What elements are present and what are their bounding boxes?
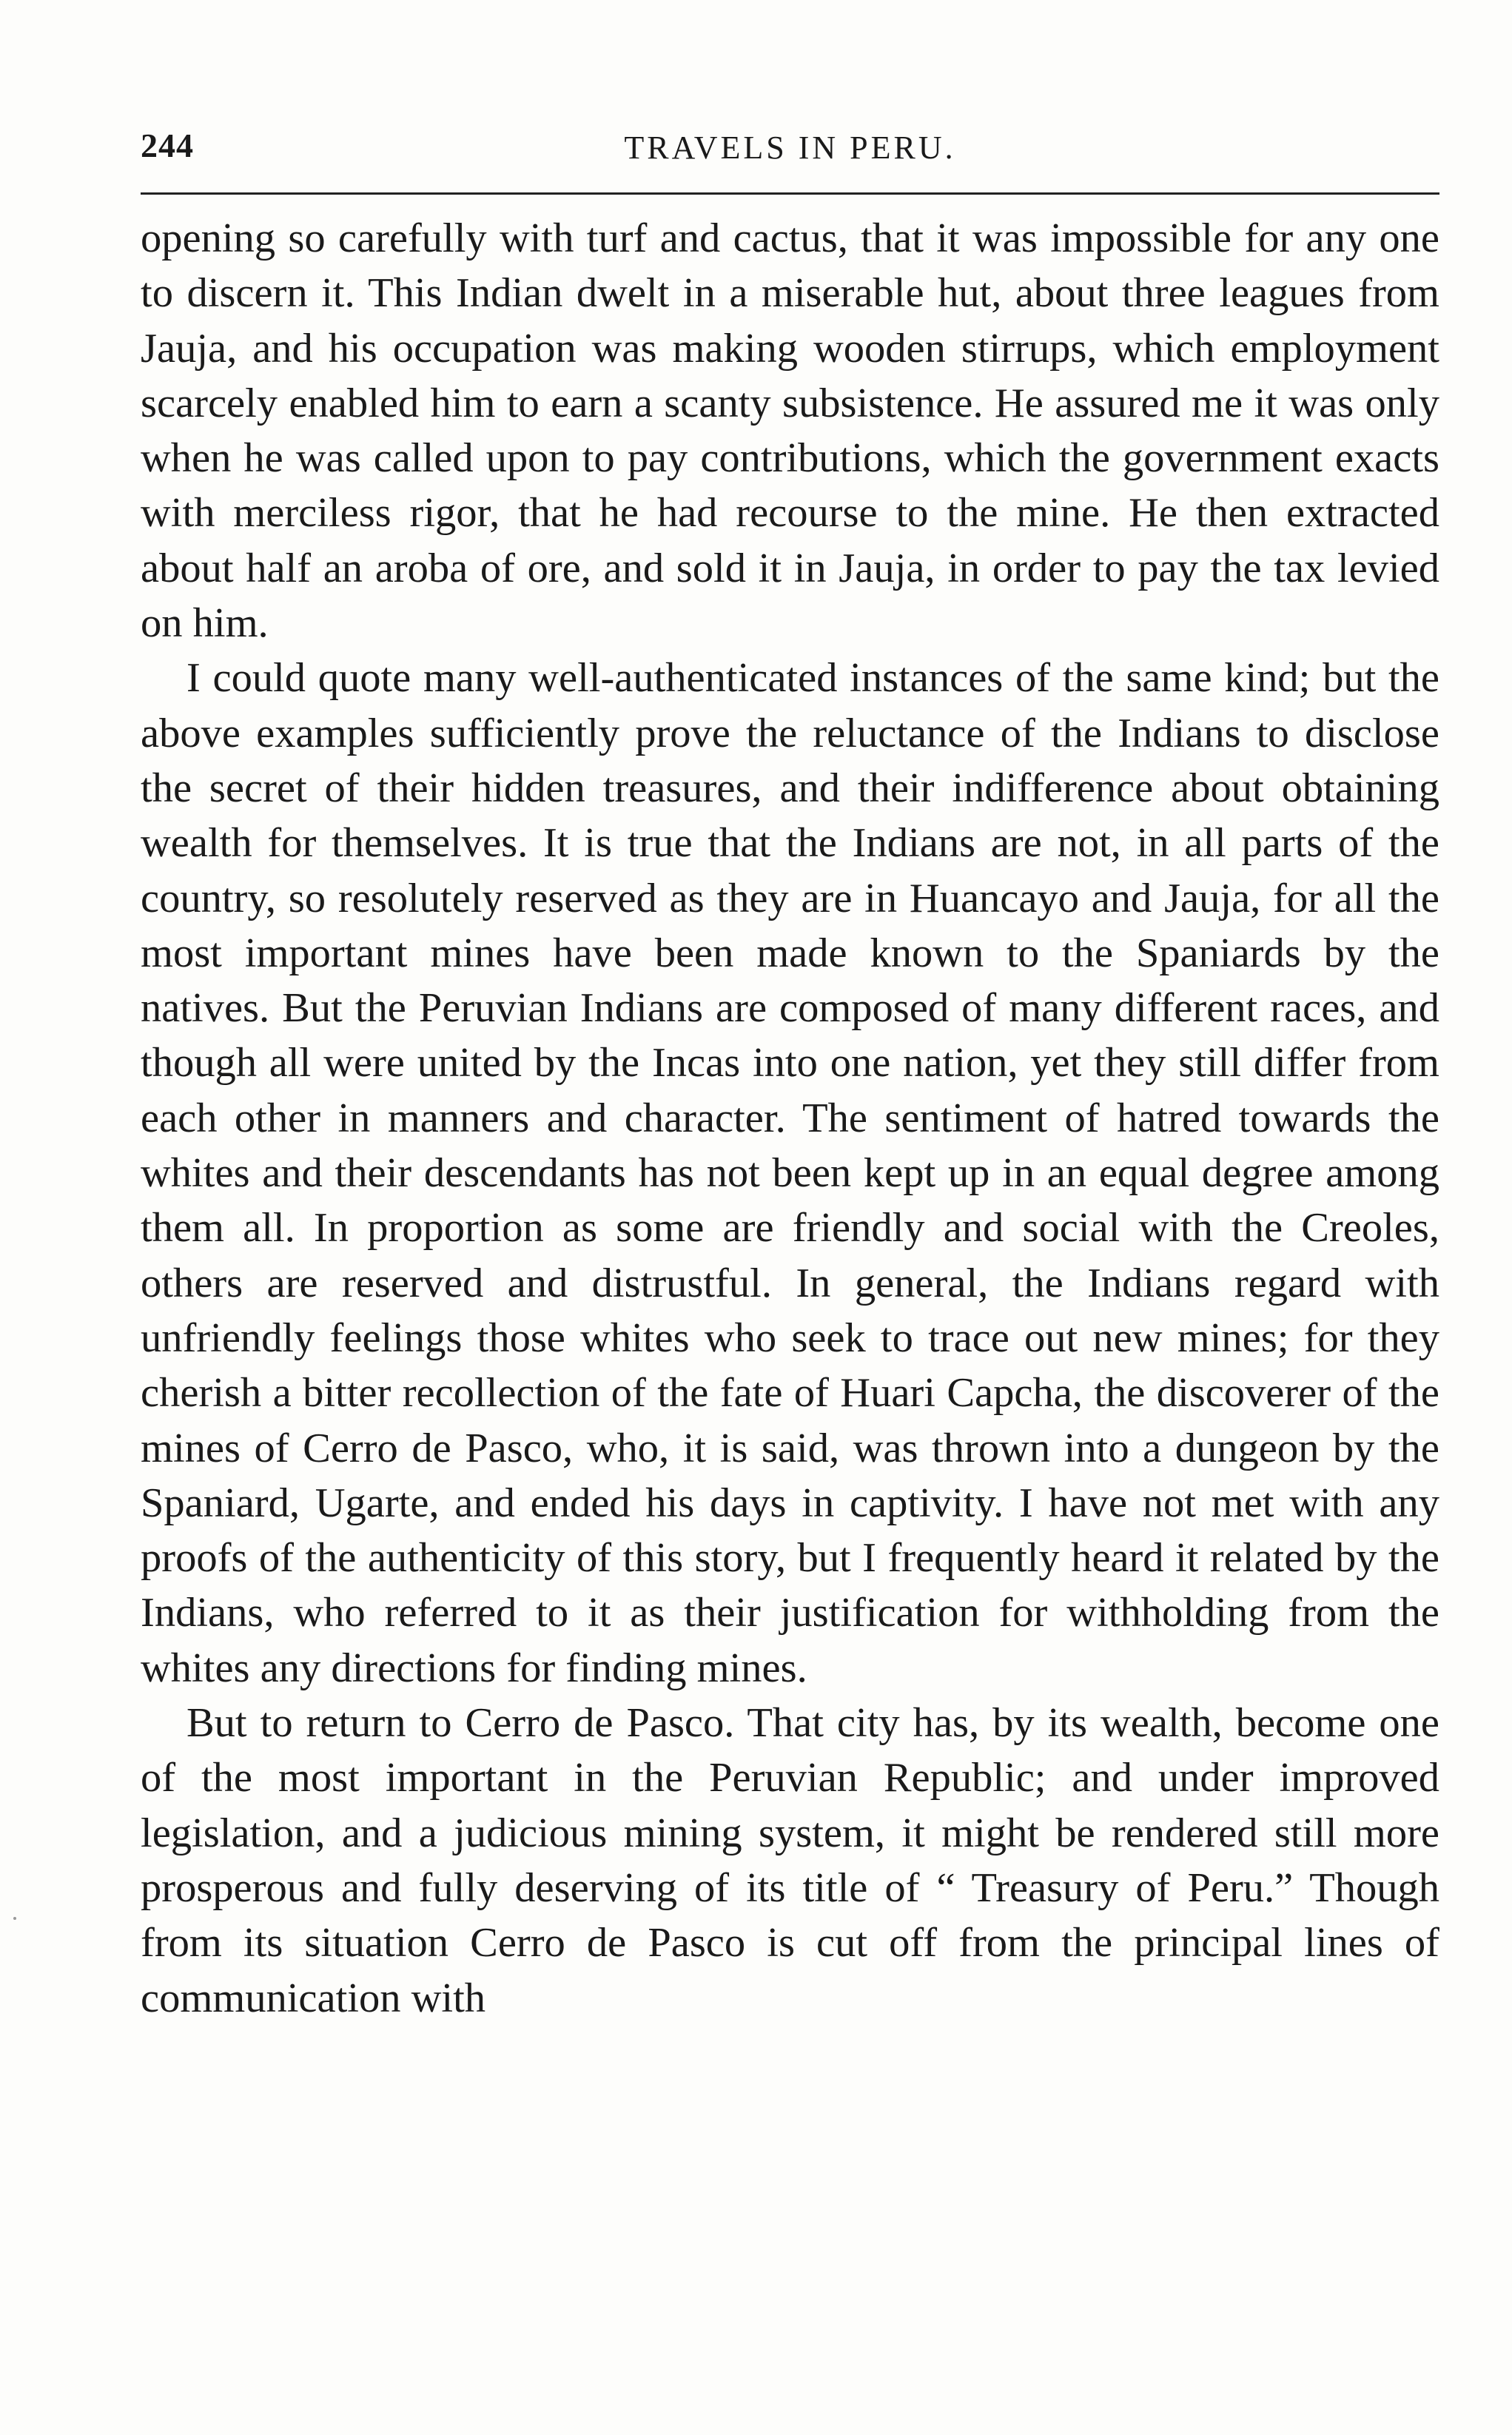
page-header: [141, 126, 1439, 178]
header-rule: [141, 192, 1439, 195]
page-number: 244: [141, 127, 194, 164]
body-text: [141, 211, 1439, 2026]
margin-speck: [13, 1917, 16, 1920]
paragraph: But to return to Cerro de Pasco. That city has, by its wealth, become one of the most important in the Peruvian Republic; and under improved legislation, and a judicious mining system, it might be rendered still more prosperous and fully deserving of its title of “ Treasury of Peru.” Though from its situation Cerro de Pasco is cut off from the principal lines of communication with: [141, 1700, 1439, 2021]
paragraph-continuation: opening so carefully with turf and cactus, that it was impossible for any one to discern it. This Indian dwelt in a miserable hut, about three leagues from Jauja, and his occupation was making wooden stirrups, which employment scarcely enabled him to earn a scanty subsistence. He assured me it was only when he was called upon to pay contributions, which the government exacts with merciless rigor, that he had recourse to the mine. He then extracted about half an aroba of ore, and sold it in Jauja, in order to pay the tax levied on him.: [141, 215, 1439, 647]
running-title: TRAVELS IN PERU.: [624, 130, 956, 166]
paragraph: I could quote many well-authenticated instances of the same kind; but the above examples sufficiently prove the reluctance of the Indians to disclose the secret of their hidden treasures, and their indifference about obtaining wealth for themselves. It is true that the Indians are not, in all parts of the country, so resolutely reserved as they are in Huancayo and Jauja, for all the most important mines have been made known to the Spaniards by the natives. But the Peruvian Indians are composed of many different races, and though all were united by the Incas into one nation, yet they still differ from each other in manners and character. The sentiment of hatred towards the whites and their descendants has not been kept up in an equal degree among them all. In proportion as some are friendly and social with the Creoles, others are reserved and distrustful. In general, the Indians regard with unfriendly feelings those whites who seek to trace out new mines; for they cherish a bitter recollection of the fate of Huari Capcha, the discoverer of the mines of Cerro de Pasco, who, it is said, was thrown into a dungeon by the Spaniard, Ugarte, and ended his days in captivity. I have not met with any proofs of the authenticity of this story, but I frequently heard it related by the Indians, who referred to it as their justification for withholding from the whites any directions for finding mines.: [141, 655, 1439, 1691]
